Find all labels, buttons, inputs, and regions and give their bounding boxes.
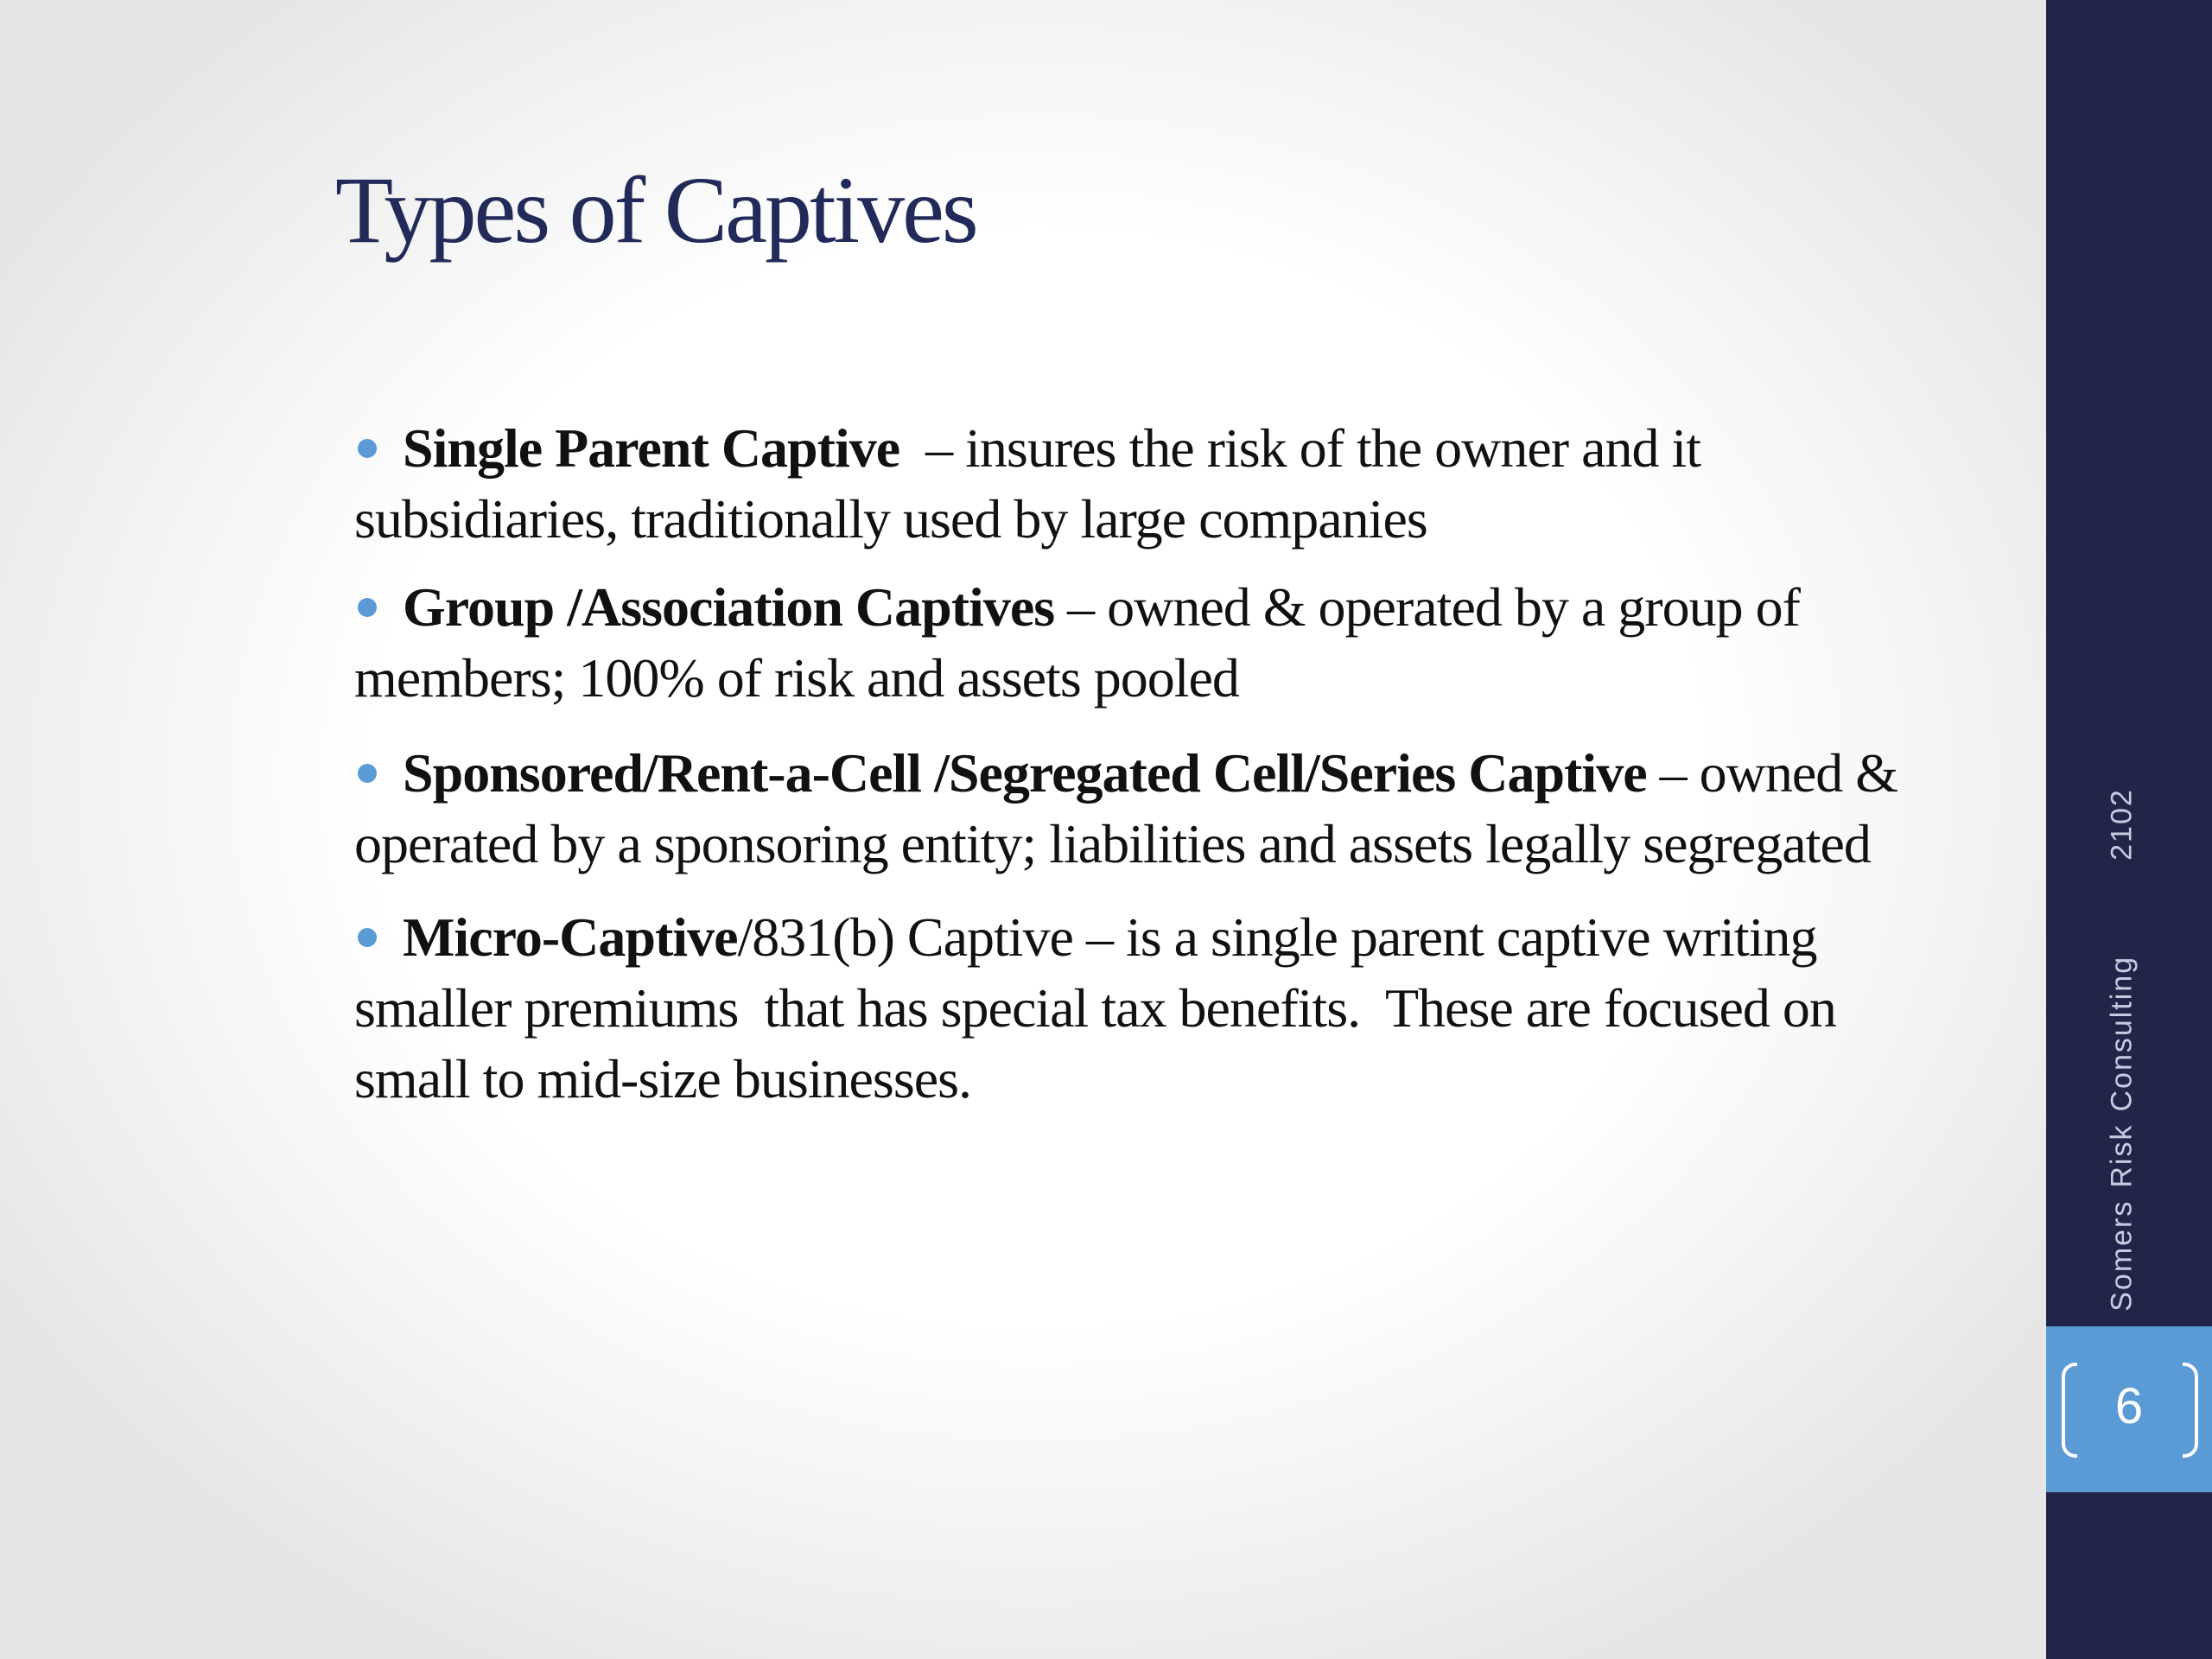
bullet-term: Group /Association Captives — [403, 576, 1055, 638]
page-number-box — [2046, 1326, 2212, 1492]
footer-company-word: Consulting — [2105, 955, 2139, 1112]
footer-company-word: Somers — [2105, 1199, 2139, 1312]
bullet-term: Sponsored/Rent-a-Cell /Segregated Cell/Series Captive — [403, 742, 1647, 804]
footer-company-word: Risk — [2105, 1123, 2139, 1188]
bullet-item-micro-captive — [354, 902, 1910, 1115]
bullet-term: Single Parent Captive — [403, 417, 900, 479]
bullet-list — [354, 413, 1910, 1132]
bullet-text: – owned & operated by a sponsoring entity; liabilities and assets legally segregated — [354, 742, 1897, 874]
slide-title: Types of Captives — [335, 157, 976, 263]
bullet-dot-icon — [358, 439, 377, 458]
bullet-item-sponsored-cell — [354, 738, 1910, 880]
footer-vertical-text — [2106, 788, 2139, 1312]
bullet-dot-icon — [358, 598, 377, 617]
bullet-dot-icon — [358, 928, 377, 947]
bullet-term: Micro-Captive — [403, 906, 738, 968]
page-number: 6 — [2114, 1378, 2144, 1434]
bullet-text: – insures the risk of the owner and it subsidiaries, traditionally used by large companies — [354, 417, 1714, 550]
bullet-item-group-association — [354, 572, 1910, 714]
bullet-dot-icon — [358, 764, 377, 783]
footer-year: 2102 — [2105, 788, 2139, 861]
bullet-item-single-parent — [354, 413, 1910, 555]
right-bracket-icon — [2183, 1363, 2198, 1458]
bullet-text: – owned & operated by a group of members; 100% of risk and assets pooled — [354, 576, 1800, 709]
bullet-text: /831(b) Captive – is a single parent captive writing smaller premiums that has special tax benefits. These are focused on small to mid-size businesses. — [354, 906, 1849, 1109]
